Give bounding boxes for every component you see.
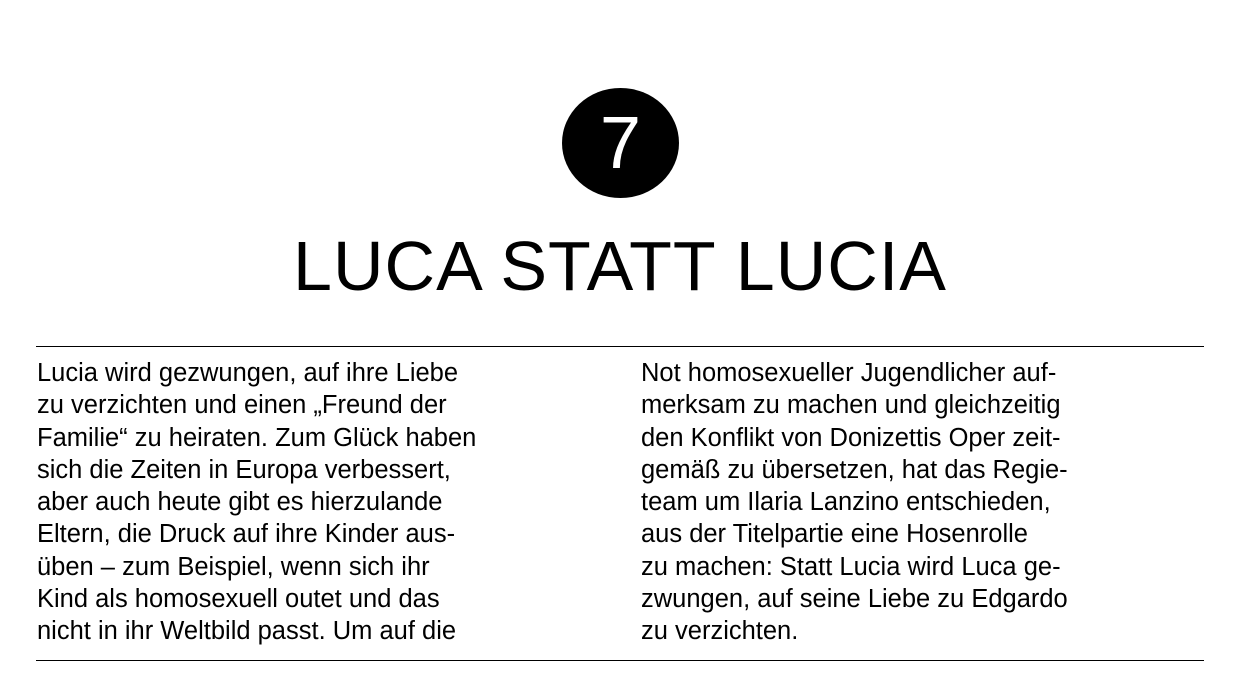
text-line: team um Ilaria Lanzino entschieden, [641, 488, 1051, 517]
text-line: zu verzichten und einen „Freund der [37, 391, 447, 420]
text-line: aber auch heute gibt es hierzulande [37, 488, 443, 517]
text-line: Familie“ zu heiraten. Zum Glück haben [37, 423, 477, 452]
page-title: LUCA STATT LUCIA [293, 227, 947, 305]
text-line: Kind als homosexuell outet und das [37, 585, 440, 614]
badge-number: 7 [599, 101, 642, 184]
top-divider [36, 346, 1204, 347]
text-line: Lucia wird gezwungen, auf ihre Liebe [37, 359, 459, 387]
text-line: merksam zu machen und gleichzeitig [641, 391, 1061, 420]
text-line: Eltern, die Druck auf ihre Kinder aus- [37, 520, 456, 549]
text-line: nicht in ihr Weltbild passt. Um auf die [37, 617, 457, 646]
text-line: zu verzichten. [641, 617, 799, 646]
text-line: Not homosexueller Jugendlicher auf- [641, 359, 1057, 387]
text-line: aus der Titelpartie eine Hosenrolle [641, 520, 1028, 549]
text-line: sich die Zeiten in Europa verbessert, [37, 455, 451, 484]
text-line: zu machen: Statt Lucia wird Luca ge- [641, 552, 1061, 581]
text-line: zwungen, auf seine Liebe zu Edgardo [641, 585, 1068, 614]
text-line: gemäß zu übersetzen, hat das Regie- [641, 455, 1068, 484]
text-line: den Konflikt von Donizettis Oper zeit- [641, 423, 1061, 452]
body-column-right [641, 357, 1221, 648]
text-line: üben – zum Beispiel, wenn sich ihr [37, 552, 430, 581]
body-column-left [37, 357, 617, 648]
number-badge [562, 88, 679, 198]
bottom-divider [36, 660, 1204, 661]
